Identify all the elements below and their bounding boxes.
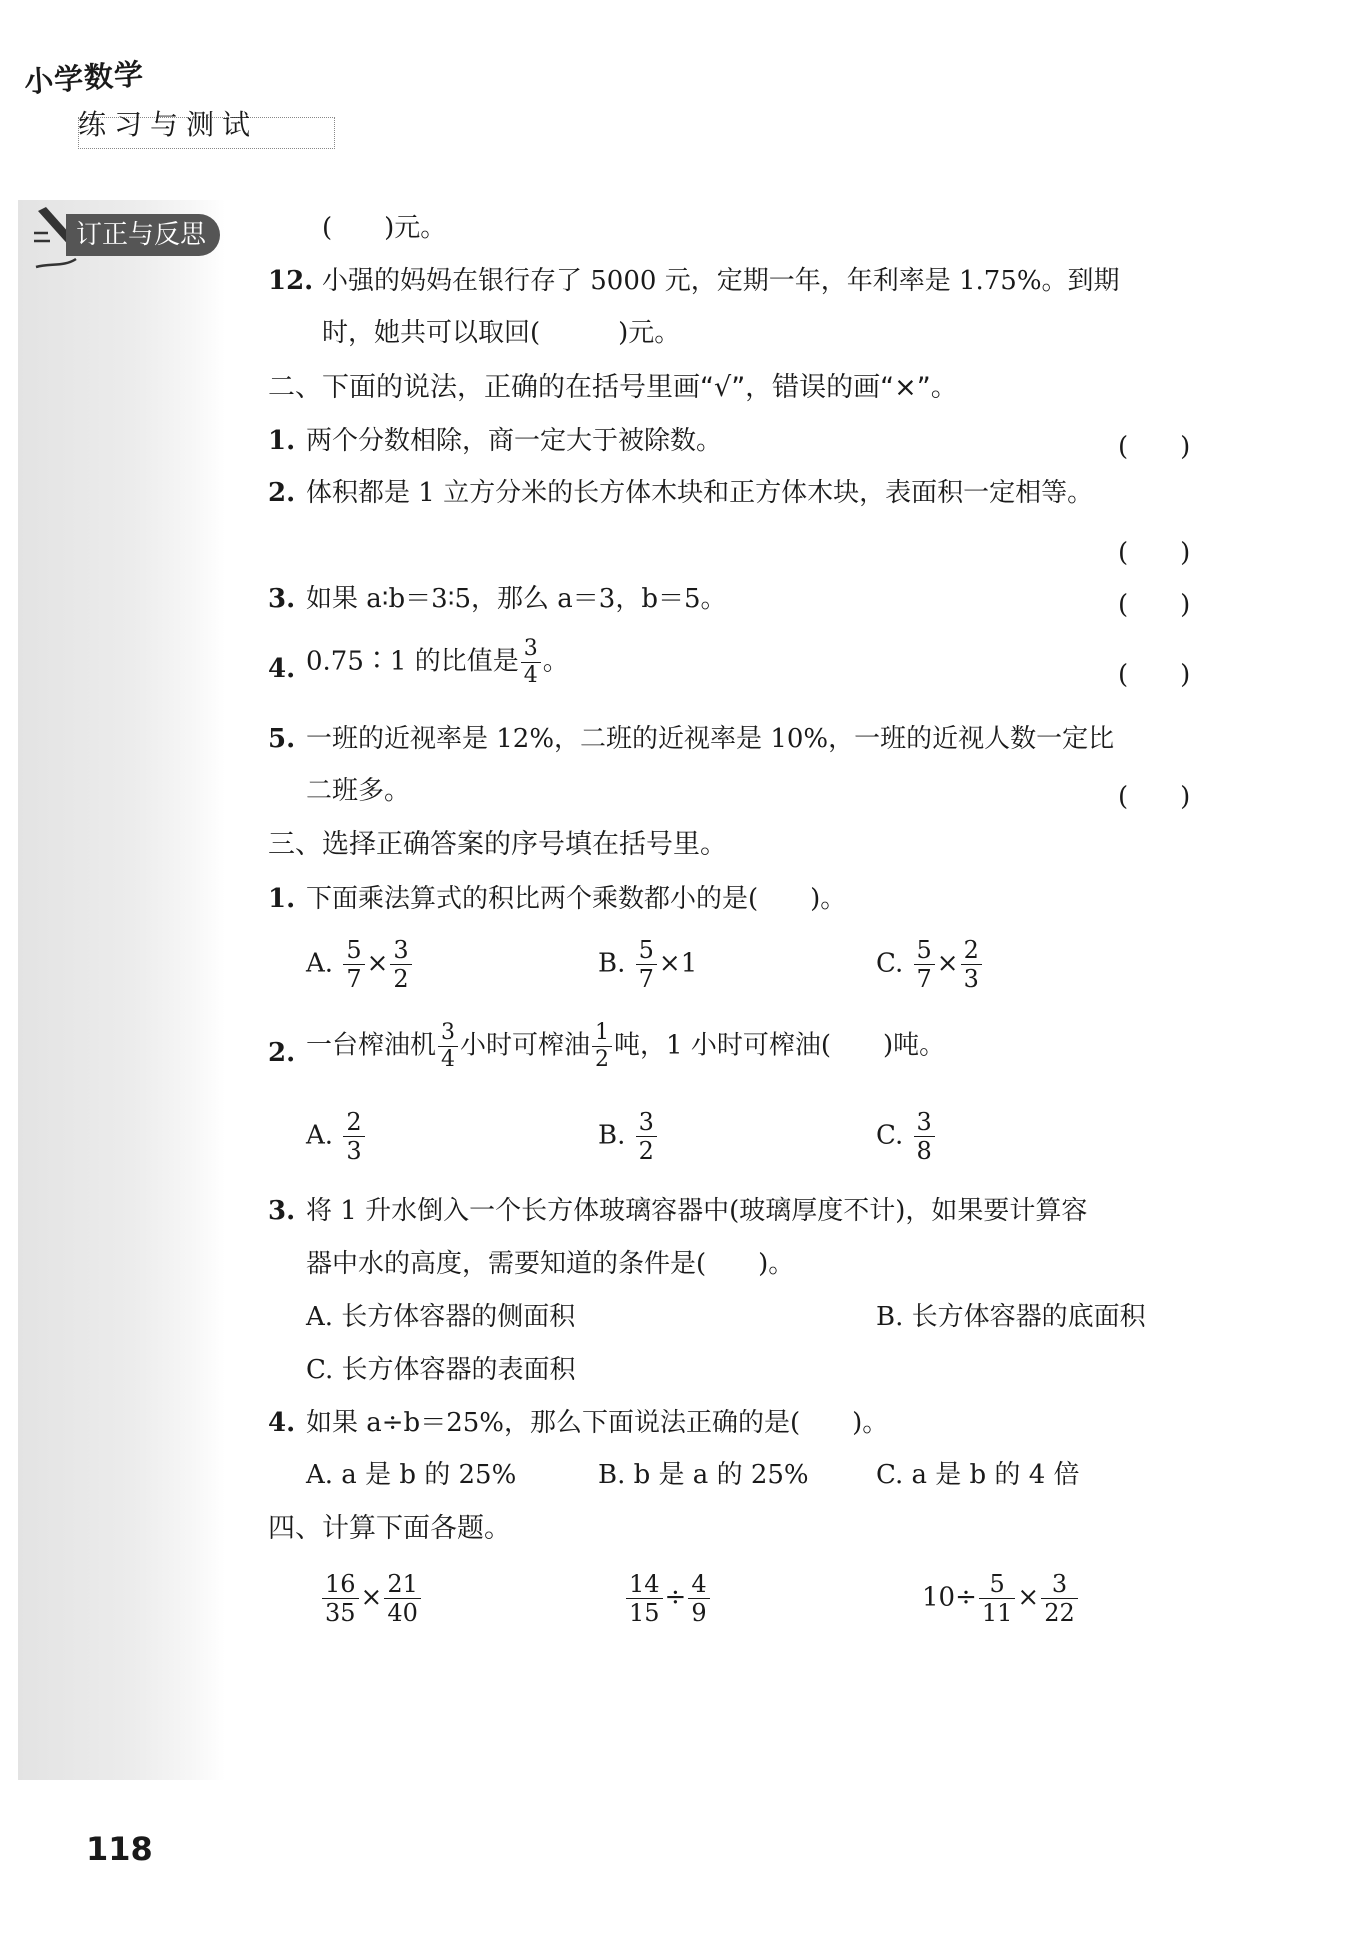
s3-q4-number: 4.	[268, 1408, 296, 1438]
s3-q1-number: 1.	[268, 884, 296, 914]
correction-reflection-badge: 订正与反思	[66, 214, 220, 256]
fraction: $\frac{2}{3}$	[961, 938, 982, 991]
book-title: 小学数学	[23, 56, 146, 100]
fraction: $\frac{4}{9}$	[688, 1572, 709, 1625]
fraction: $\frac{5}{11}$	[979, 1572, 1016, 1625]
s3-q2-option-c: C. $\frac{3}{8}$	[876, 1110, 937, 1163]
s2-q5-line-1: 一班的近视率是 12%，二班的近视率是 10%，一班的近视人数一定比	[306, 724, 1115, 754]
s3-q2-number: 2.	[268, 1038, 296, 1068]
calc-expression-1: $\frac{16}{35}$ × $\frac{21}{40}$	[320, 1572, 423, 1625]
s3-q4-option-c: C. a 是 b 的 4 倍	[876, 1460, 1080, 1490]
s2-q4-answer-paren: ( )	[1118, 660, 1191, 690]
fraction: $\frac{1}{2}$	[592, 1022, 612, 1071]
calc-expression-2: $\frac{14}{15}$ ÷ $\frac{4}{9}$	[624, 1572, 712, 1625]
calc-expression-3: 10÷ $\frac{5}{11}$ × $\frac{3}{22}$	[922, 1572, 1080, 1625]
s3-q1-option-b: B. $\frac{5}{7}$ ×1	[598, 936, 698, 993]
s2-q3-answer-paren: ( )	[1118, 590, 1191, 620]
s3-q1-option-a: A. $\frac{5}{7}$ × $\frac{3}{2}$	[306, 938, 414, 991]
fraction: $\frac{3}{4}$	[438, 1022, 458, 1071]
fraction: $\frac{5}{7}$	[914, 938, 935, 991]
s2-q4-text: 0.75∶1 的比值是 $\frac{3}{4}$ 。	[306, 636, 569, 688]
s2-q2-answer-paren: ( )	[1118, 538, 1191, 568]
s2-q1-number: 1.	[268, 426, 296, 456]
fraction: $\frac{5}{7}$	[343, 938, 364, 991]
s3-q3-option-a: A. 长方体容器的侧面积	[306, 1302, 576, 1332]
question-12-line-2: 时，她共可以取回( )元。	[322, 318, 681, 348]
fraction: $\frac{16}{35}$	[322, 1572, 359, 1625]
question-11-continuation: ( )元。	[322, 213, 447, 243]
fraction: $\frac{3}{22}$	[1041, 1572, 1078, 1625]
page-number: 118	[86, 1830, 153, 1868]
s2-q5-number: 5.	[268, 724, 296, 754]
s3-q4-option-b: B. b 是 a 的 25%	[598, 1460, 809, 1490]
s2-q5-answer-paren: ( )	[1118, 782, 1191, 812]
book-subtitle: 练习与测试	[78, 108, 259, 141]
s2-q1-answer-paren: ( )	[1118, 432, 1191, 462]
fraction: $\frac{3}{2}$	[390, 938, 411, 991]
s2-q2-number: 2.	[268, 478, 296, 508]
question-12-number: 12.	[268, 266, 314, 296]
fraction: $\frac{5}{7}$	[636, 938, 657, 991]
question-12-line-1: 小强的妈妈在银行存了 5000 元，定期一年，年利率是 1.75%。到期	[322, 266, 1120, 296]
reflection-sidebar	[18, 200, 225, 1780]
s3-q4-text: 如果 a÷b＝25%，那么下面说法正确的是( )。	[306, 1408, 889, 1438]
section-4-heading: 四、计算下面各题。	[268, 1513, 511, 1544]
s3-q3-number: 3.	[268, 1196, 296, 1226]
fraction: $\frac{3}{4}$	[521, 638, 541, 687]
s3-q3-line-2: 器中水的高度，需要知道的条件是( )。	[306, 1249, 795, 1279]
s2-q4-number: 4.	[268, 654, 296, 684]
s3-q3-line-1: 将 1 升水倒入一个长方体玻璃容器中(玻璃厚度不计)，如果要计算容	[306, 1196, 1088, 1226]
s3-q3-option-b: B. 长方体容器的底面积	[876, 1302, 1146, 1332]
section-2-heading: 二、下面的说法，正确的在括号里画“√”，错误的画“×”。	[268, 372, 958, 403]
s3-q4-option-a: A. a 是 b 的 25%	[306, 1460, 517, 1490]
s2-q3-text: 如果 a∶b＝3∶5，那么 a＝3，b＝5。	[306, 584, 727, 614]
s3-q1-option-c: C. $\frac{5}{7}$ × $\frac{2}{3}$	[876, 938, 984, 991]
s2-q1-text: 两个分数相除，商一定大于被除数。	[306, 426, 723, 456]
fraction: $\frac{3}{8}$	[914, 1110, 935, 1163]
s3-q2-text: 一台榨油机 $\frac{3}{4}$ 小时可榨油 $\frac{1}{2}$ 吨，1 小时可榨油( )吨。	[306, 1020, 946, 1072]
fraction: $\frac{2}{3}$	[343, 1110, 364, 1163]
s3-q2-option-b: B. $\frac{3}{2}$	[598, 1110, 659, 1163]
s3-q1-text: 下面乘法算式的积比两个乘数都小的是( )。	[306, 884, 847, 914]
fraction: $\frac{3}{2}$	[636, 1110, 657, 1163]
section-3-heading: 三、选择正确答案的序号填在括号里。	[268, 829, 727, 860]
s2-q5-line-2: 二班多。	[306, 776, 411, 806]
s2-q2-text: 体积都是 1 立方分米的长方体木块和正方体木块，表面积一定相等。	[306, 478, 1094, 508]
fraction: $\frac{21}{40}$	[384, 1572, 421, 1625]
fraction: $\frac{14}{15}$	[626, 1572, 663, 1625]
s3-q2-option-a: A. $\frac{2}{3}$	[306, 1110, 367, 1163]
s2-q3-number: 3.	[268, 584, 296, 614]
s3-q3-option-c: C. 长方体容器的表面积	[306, 1355, 576, 1385]
